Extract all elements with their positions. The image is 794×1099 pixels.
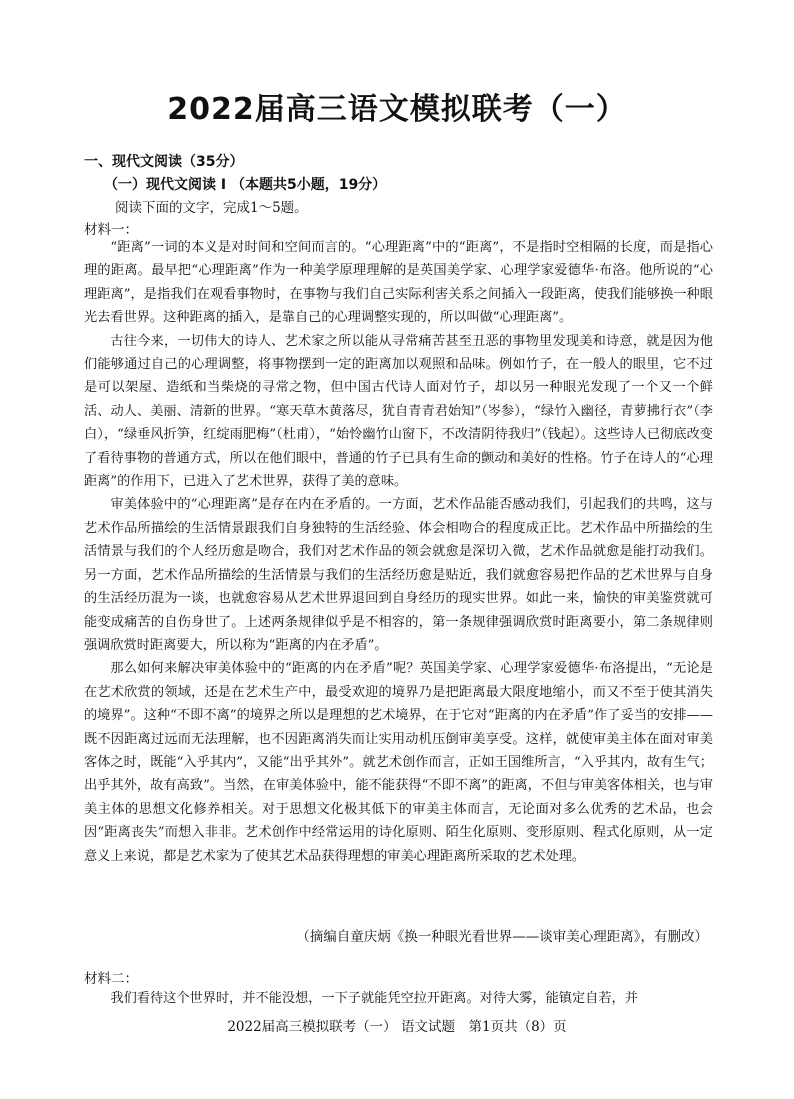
subsection-heading: （一）现代文阅读 I （本题共5小题，19分） (104, 177, 387, 193)
exam-title: 2022届高三语文模拟联考（一） (167, 92, 627, 127)
material2-text: 我们看待这个世界时，并不能没想，一下子就能凭空拉开距离。对待大雾，能镇定自若，并 (110, 991, 638, 1006)
page-footer: 2022届高三模拟联考（一） 语文试题 第1页共（8）页 (227, 1019, 567, 1035)
material1-paragraph: 古往今来，一切伟大的诗人、艺术家之所以能从寻常痛苦甚至丑恶的事物里发现美和诗意，就是因为他们能够通过自己的心理调整，将事物摆到一定的距离加以观照和品味。例如竹子，在一般人的眼里，它不过是可以架屋、造纸和当柴烧的寻常之物，但中国古代诗人面对竹子，却以另一种眼光发现了一个又一个鲜活、动人、美丽、清新的世界。“寒天草木黄落尽，犹自青青君始知”（岑参），“绿竹入幽径，青萝拂行衣”（李白），“绿垂风折笋，红绽雨肥梅”（杜甫），“始怜幽竹山窗下，不改清阴待我归”（钱起）。这些诗人已彻底改变了看待事物的普通方式，所以在他们眼中，普通的竹子已具有生命的颤动和美好的性格。竹子在诗人的“心理距离”的作用下，已进入了艺术世界，获得了美的意味。 (84, 333, 713, 490)
section-heading: 一、现代文阅读（35分） (84, 154, 244, 170)
material1-paragraph: “距离”一词的本义是对时间和空间而言的。“心理距离”中的“距离”，不是指时空相隔的长度，而是指心理的距离。最早把“心理距离”作为一种美学原理理解的是英国美学家、心理学家爱德华·布洛。他所说的“心理距离”，是指我们在观看事物时，在事物与我们自己实际利害关系之间插入一段距离，使我们能够换一种眼光去看世界。这种距离的插入，是靠自己的心理调整实现的，所以叫做“心理距离”。 (84, 240, 713, 326)
material1-source: （摘编自童庆炳《换一种眼光看世界——谈审美心理距离》，有删改） (296, 929, 708, 945)
material1-paragraph: 审美体验中的“心理距离”是存在内在矛盾的。一方面，艺术作品能否感动我们，引起我们的共鸣，这与艺术作品所描绘的生活情景跟我们自身独特的生活经验、体会相吻合的程度成正比。艺术作品中所描绘的生活情景与我们的个人经历愈是吻合，我们对艺术作品的领会就愈是深切入微，艺术作品就愈是能打动我们。另一方面，艺术作品所描绘的生活情景与我们的生活经历愈是贴近，我们就愈容易把作品的艺术世界与自身的生活经历混为一谈，也就愈容易从艺术世界退回到自身经历的现实世界。如此一来，愉快的审美鉴赏就可能变成痛苦的自伤身世了。上述两条规律似乎是不相容的，第一条规律强调欣赏时距离要小，第二条规律则强调欣赏时距离要大，所以称为“距离的内在矛盾”。 (84, 497, 713, 653)
material2-label: 材料二： (84, 971, 138, 987)
material1-label: 材料一： (84, 222, 138, 238)
reading-instruction: 阅读下面的文字，完成1～5题。 (115, 200, 308, 216)
material1-paragraph: 那么如何来解决审美体验中的“距离的内在矛盾”呢？英国美学家、心理学家爱德华·布洛提出，“无论是在艺术欣赏的领域，还是在艺术生产中，最受欢迎的境界乃是把距离最大限度地缩小，而又不至于使其消失的境界”。这种“不即不离”的境界之所以是理想的艺术境界，在于它对“距离的内在矛盾”作了妥当的安排——既不因距离过远而无法理解，也不因距离消失而让实用动机压倒审美享受。这样，就使审美主体在面对审美客体之时，既能“入乎其内”，又能“出乎其外”。就艺术创作而言，正如王国维所言，“入乎其内，故有生气；出乎其外，故有高致”。当然，在审美体验中，能不能获得“不即不离”的距离，不但与审美客体相关，也与审美主体的思想文化修养相关。对于思想文化极其低下的审美主体而言，无论面对多么优秀的艺术品，也会因“距离丧失”而想入非非。艺术创作中经常运用的诗化原则、陌生化原则、变形原则、程式化原则，从一定意义上来说，都是艺术家为了使其艺术品获得理想的审美心理距离所采取的艺术处理。 (84, 661, 713, 864)
material1-body (84, 236, 713, 868)
